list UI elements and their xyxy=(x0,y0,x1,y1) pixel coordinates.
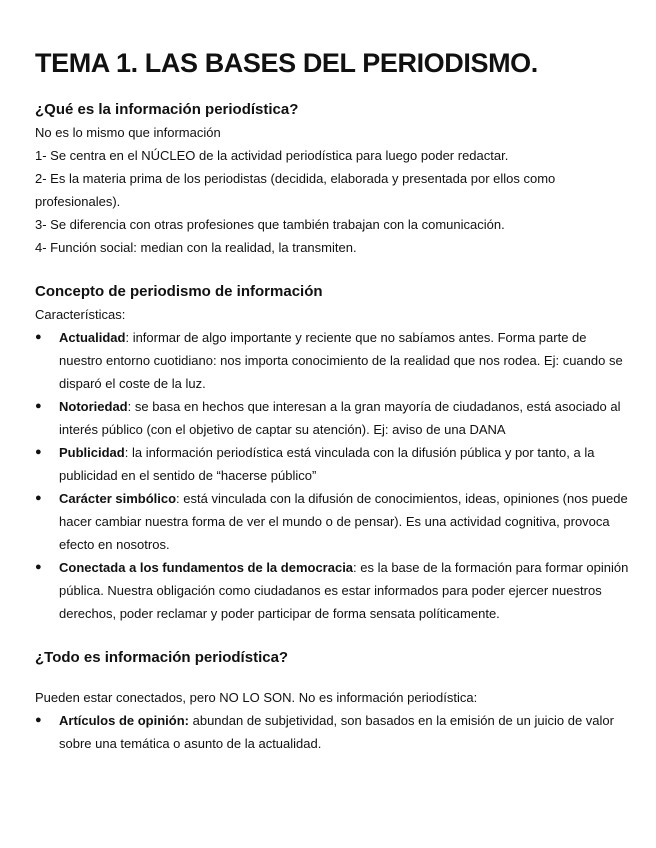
list-item-text: : informar de algo importante y reciente que no sabíamos antes. Forma parte de nuestro entorno cuotidiano: nos importa conocimiento de la realidad que nos rodea. Ej: cuando se disparó el coste de la luz. xyxy=(59,330,623,391)
list-item-term: Notoriedad xyxy=(59,399,128,414)
page-title: TEMA 1. LAS BASES DEL PERIODISMO. xyxy=(35,48,538,78)
list-item xyxy=(35,556,632,625)
bullet-icon: ● xyxy=(35,714,42,726)
non-information-list xyxy=(35,709,632,755)
list-item xyxy=(35,441,632,487)
bullet-icon: ● xyxy=(35,492,42,504)
list-item-text: abundan de subjetividad, son basados en la emisión de un juicio de valor sobre una temática o asunto de la actualidad. xyxy=(59,713,614,751)
list-item xyxy=(35,709,632,755)
list-item-term: Conectada a los fundamentos de la democracia xyxy=(59,560,354,575)
list-item-text: : se basa en hechos que interesan a la gran mayoría de ciudadanos, está asociado al interés público (con el objetivo de captar su atención). Ej: aviso de una DANA xyxy=(59,399,621,437)
paragraph: No es lo mismo que información xyxy=(35,125,221,140)
list-item xyxy=(35,326,632,395)
characteristics-list xyxy=(35,326,632,625)
list-item xyxy=(35,395,632,441)
bullet-icon: ● xyxy=(35,561,42,573)
list-item-term: Publicidad xyxy=(59,445,125,460)
paragraph: 1- Se centra en el NÚCLEO de la actividad periodística para luego poder redactar. xyxy=(35,148,509,163)
section-concepto-periodismo xyxy=(35,281,632,625)
bullet-icon: ● xyxy=(35,331,42,343)
paragraph: 3- Se diferencia con otras profesiones que también trabajan con la comunicación. xyxy=(35,217,505,232)
paragraph: 2- Es la materia prima de los periodistas (decidida, elaborada y presentada por ellos como profesionales). xyxy=(35,171,556,209)
list-item-text: : es la base de la formación para formar opinión pública. Nuestra obligación como ciudadanos es estar informados para poder ejercer nuestros derechos, poder reclamar y poder participar de forma sensata políticamente. xyxy=(59,560,629,621)
section-heading: ¿Qué es la información periodística? xyxy=(35,101,299,118)
list-item-term: Carácter simbólico xyxy=(59,491,177,506)
bullet-icon: ● xyxy=(35,446,42,458)
spacer xyxy=(35,669,632,686)
list-item-term: Artículos de opinión: xyxy=(59,713,189,728)
paragraph: Pueden estar conectados, pero NO LO SON. No es información periodística: xyxy=(35,690,478,705)
list-item-text: : la información periodística está vinculada con la difusión pública y por tanto, a la publicidad en el sentido de “hacerse público” xyxy=(59,445,595,483)
list-item-term: Actualidad xyxy=(59,330,126,345)
paragraph: Características: xyxy=(35,307,126,322)
paragraph: 4- Función social: median con la realidad, la transmiten. xyxy=(35,240,357,255)
section-heading: ¿Todo es información periodística? xyxy=(35,649,289,666)
section-que-es-informacion xyxy=(35,99,632,259)
bullet-icon: ● xyxy=(35,400,42,412)
section-heading: Concepto de periodismo de información xyxy=(35,283,323,300)
list-item-text: : está vinculada con la difusión de conocimientos, ideas, opiniones (nos puede hacer cambiar nuestra forma de ver el mundo o de pensar). Es una actividad cognitiva, provoca efecto en nosotros. xyxy=(59,491,628,552)
list-item xyxy=(35,487,632,556)
section-todo-es-informacion xyxy=(35,647,632,755)
